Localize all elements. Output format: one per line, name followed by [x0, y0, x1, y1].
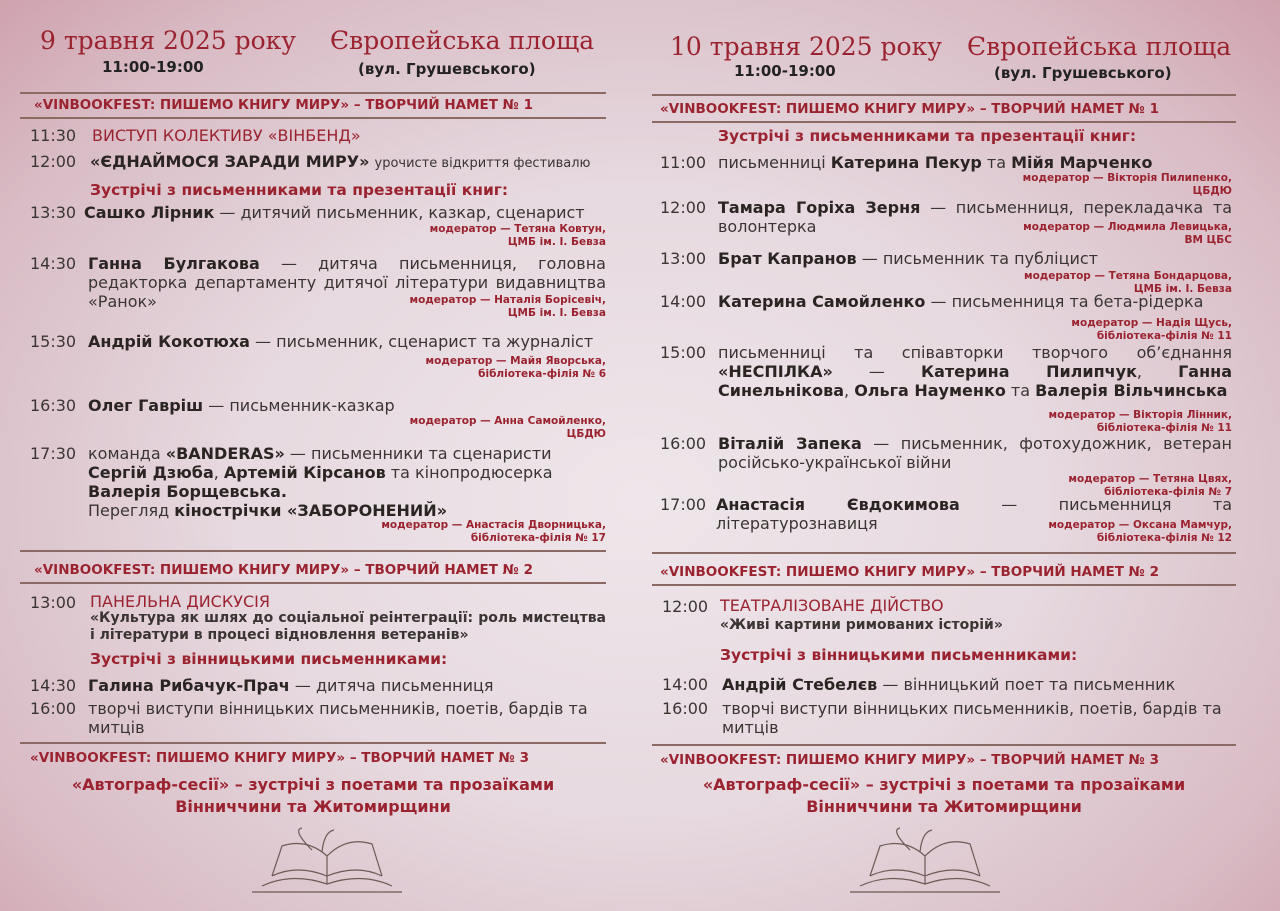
tent-2-heading: «VINBOOKFEST: ПИШЕМО КНИГУ МИРУ» – ТВОРЧИЙ НАМЕТ № 2: [660, 564, 1160, 580]
time-label: 17:30: [30, 444, 77, 463]
time-label: 15:00: [660, 343, 707, 362]
section-heading: Зустрічі з вінницькими письменниками:: [90, 650, 448, 668]
divider: [20, 92, 606, 94]
autograph-sessions: «Автограф-сесії» – зустрічі з поетами та прозаїками Вінниччини та Житомирщини: [702, 775, 1186, 816]
theatre-title: ТЕАТРАЛІЗОВАНЕ ДІЙСТВО: [720, 596, 944, 615]
time-label: 14:00: [660, 292, 707, 311]
moderator-note: модератор — Тетяна Ковтун, ЦМБ ім. І. Бевза: [429, 223, 606, 248]
open-book-icon: [252, 826, 402, 896]
event-bulgakova: Ганна Булгакова — дитяча письменниця, головна редакторка департаменту дитячої літератури видавництва «Ранок»: [88, 254, 606, 311]
tent-2-heading: «VINBOOKFEST: ПИШЕМО КНИГУ МИРУ» – ТВОРЧИЙ НАМЕТ № 2: [34, 562, 534, 578]
event-stebeliev: Андрій Стебелєв — вінницький поет та письменник: [722, 675, 1176, 694]
event-kapranov: Брат Капранов — письменник та публіцист: [718, 249, 1098, 268]
divider: [20, 742, 606, 744]
event-banderas: команда «BANDERAS» — письменники та сценаристи Сергій Дзюба, Артемій Кірсанов та кінопродюсерка Валерія Борщевська. Перегляд кінострічки «ЗАБОРОНЕНИЙ»: [88, 444, 553, 520]
date-heading: 9 травня 2025 року: [40, 26, 297, 55]
moderator-note: модератор — Вікторія Лінник, бібліотека-філія № 11: [1048, 409, 1232, 434]
moderator-note: модератор — Анна Самойленко, ЦБДЮ: [409, 415, 606, 440]
time-label: 16:00: [30, 699, 77, 718]
event-rybachuk: Галина Рибачук-Прач — дитяча письменниця: [88, 676, 494, 695]
event-kokotyukha: Андрій Кокотюха — письменник, сценарист та журналіст: [88, 332, 594, 351]
moderator-note: модератор — Надія Щусь, бібліотека-філія № 11: [1071, 317, 1232, 342]
open-book-icon: [850, 826, 1000, 896]
time-label: 16:00: [662, 699, 709, 718]
panel-description: «Культура як шлях до соціальної реінтеграції: роль мистецтва і літератури в процесі відновлення ветеранів»: [90, 610, 606, 643]
tent-1-heading: «VINBOOKFEST: ПИШЕМО КНИГУ МИРУ» – ТВОРЧИЙ НАМЕТ № 1: [660, 101, 1160, 117]
time-label: 13:00: [660, 249, 707, 268]
moderator-note: модератор — Наталія Борісевіч, ЦМБ ім. І. Бевза: [409, 294, 606, 319]
hours: 11:00-19:00: [734, 62, 836, 80]
time-label: 14:30: [30, 676, 77, 695]
street: (вул. Грушевського): [358, 60, 536, 78]
section-heading: Зустрічі з вінницькими письменниками:: [720, 646, 1078, 664]
theatre-description: «Живі картини римованих історій»: [720, 617, 1003, 633]
section-heading: Зустрічі з письменниками та презентації книг:: [718, 127, 1137, 145]
divider: [652, 744, 1236, 746]
event-opening: «ЄДНАЙМОСЯ ЗАРАДИ МИРУ» урочисте відкриття фестивалю: [90, 152, 591, 171]
time-label: 14:30: [30, 254, 77, 273]
date-heading: 10 травня 2025 року: [670, 32, 942, 61]
divider: [652, 121, 1236, 123]
venue-heading: Європейська площа: [967, 32, 1232, 61]
time-label: 14:00: [662, 675, 709, 694]
time-label: 13:00: [30, 593, 77, 612]
event-vinband: ВИСТУП КОЛЕКТИВУ «ВІНБЕНД»: [92, 126, 361, 145]
event-creative-performances: творчі виступи вінницьких письменників, поетів, бардів та митців: [722, 699, 1222, 737]
divider: [652, 552, 1236, 554]
time-label: 17:00: [660, 495, 707, 514]
venue-heading: Європейська площа: [330, 26, 595, 55]
panel-title: ПАНЕЛЬНА ДИСКУСІЯ: [90, 592, 270, 611]
section-heading: Зустрічі з письменниками та презентації книг:: [90, 181, 509, 199]
event-lirnyk: Сашко Лірник — дитячий письменник, казкар, сценарист: [84, 203, 585, 222]
moderator-note: модератор — Вікторія Пилипенко, ЦБДЮ: [1022, 172, 1232, 197]
divider: [20, 117, 606, 119]
tent-3-heading: «VINBOOKFEST: ПИШЕМО КНИГУ МИРУ» – ТВОРЧИЙ НАМЕТ № 3: [660, 752, 1160, 768]
divider: [652, 584, 1236, 586]
moderator-note: модератор — Людмила Левицька, ВМ ЦБС: [1023, 221, 1232, 246]
time-label: 13:30: [30, 203, 77, 222]
hours: 11:00-19:00: [102, 58, 204, 76]
time-label: 11:00: [660, 153, 707, 172]
event-gavrish: Олег Гавріш — письменник-казкар: [88, 396, 395, 415]
divider: [20, 550, 606, 552]
event-yevdokymova: Анастасія Євдокимова — письменниця та літературознавиця: [716, 495, 1232, 533]
divider: [652, 94, 1236, 96]
event-nespilka: письменниці та співавторки творчого об’єднання «НЕСПІЛКА» — Катерина Пилипчук, Ганна Синельнікова, Ольга Науменко та Валерія Вільчинська: [718, 343, 1232, 400]
moderator-note: модератор — Оксана Мамчур, бібліотека-філія № 12: [1048, 519, 1232, 544]
event-horikha-zernia: Тамара Горіха Зерня — письменниця, перекладачка та волонтерка: [718, 198, 1232, 236]
event-samoilenko: Катерина Самойленко — письменниця та бета-рідерка: [718, 292, 1204, 311]
time-label: 16:00: [660, 434, 707, 453]
divider: [20, 582, 606, 584]
time-label: 12:00: [662, 597, 709, 616]
tent-1-heading: «VINBOOKFEST: ПИШЕМО КНИГУ МИРУ» – ТВОРЧИЙ НАМЕТ № 1: [34, 97, 534, 113]
time-label: 15:30: [30, 332, 77, 351]
moderator-note: модератор — Анастасія Дворницька, бібліотека-філія № 17: [381, 519, 606, 544]
time-label: 12:00: [30, 152, 77, 171]
time-label: 11:30: [30, 126, 77, 145]
event-zapeka: Віталій Запека — письменник, фотохудожник, ветеран російсько-української війни: [718, 434, 1232, 472]
moderator-note: модератор — Тетяна Цвях, бібліотека-філія № 7: [1068, 473, 1232, 498]
time-label: 12:00: [660, 198, 707, 217]
moderator-note: модератор — Тетяна Бондарцова, ЦМБ ім. І. Бевза: [1023, 270, 1232, 295]
event-creative-performances: творчі виступи вінницьких письменників, поетів, бардів та митців: [88, 699, 588, 737]
street: (вул. Грушевського): [994, 64, 1172, 82]
autograph-sessions: «Автограф-сесії» – зустрічі з поетами та прозаїками Вінниччини та Житомирщини: [71, 775, 555, 816]
event-pekur-marchenko: письменниці Катерина Пекур та Мійя Марченко: [718, 153, 1153, 172]
moderator-note: модератор — Майя Яворська, бібліотека-філія № 6: [425, 355, 606, 380]
tent-3-heading: «VINBOOKFEST: ПИШЕМО КНИГУ МИРУ» – ТВОРЧИЙ НАМЕТ № 3: [30, 750, 530, 766]
time-label: 16:30: [30, 396, 77, 415]
